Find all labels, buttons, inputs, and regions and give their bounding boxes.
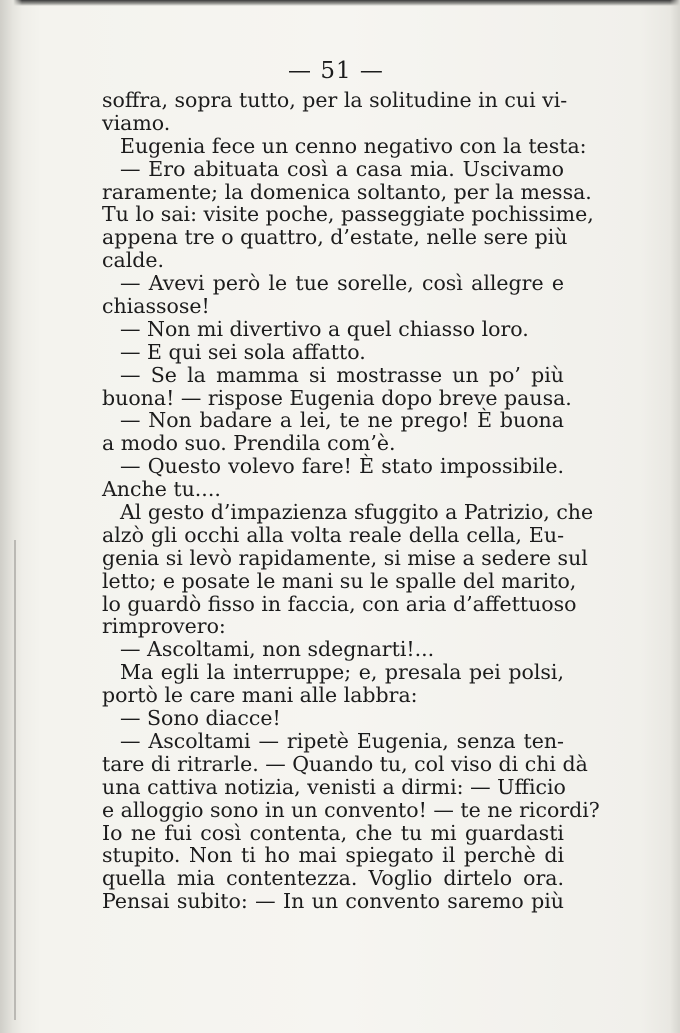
text-line: a modo suo. Prendila com’è. [102,431,396,456]
text-line: — Avevi però le tue sorelle, così allegre e [120,271,564,296]
text-line: raramente; la domenica soltanto, per la messa. [102,179,592,204]
page-gutter-shadow [0,0,22,1033]
text-line: Io ne fui così contenta, che tu mi guardasti [102,820,564,845]
text-line: chiassose! [102,294,210,319]
text-line: — Se la mamma si mostrasse un po’ più [120,362,564,387]
text-line: — E qui sei sola affatto. [120,339,366,364]
text-line: Ma egli la interruppe; e, presala pei polsi, [120,660,564,685]
text-line: Anche tu.... [102,477,221,502]
text-line: — Sono diacce! [120,706,281,731]
page-gutter-line [14,540,16,1020]
page-right-edge [670,0,680,1033]
text-line: tare di ritrarle. — Quando tu, col viso di chi dà [102,751,588,776]
text-line: rimprovero: [102,614,226,639]
text-line: viamo. [102,110,171,135]
text-line: calde. [102,248,165,273]
text-line: genia si levò rapidamente, si mise a sedere sul [102,545,588,570]
text-line: una cattiva notizia, venisti a dirmi: — Ufficio [102,774,566,799]
text-line: — Non mi divertivo a quel chiasso loro. [120,316,529,341]
text-line: appena tre o quattro, d’estate, nelle sere più [102,225,568,250]
text-line: alzò gli occhi alla volta reale della cella, Eu- [102,522,564,547]
text-line: — Questo volevo fare! È stato impossibile. [120,454,564,479]
text-line: stupito. Non ti ho mai spiegato il perchè di [102,843,564,868]
text-line: — Non badare a lei, te ne prego! È buona [120,408,564,433]
page-top-edge [0,0,680,6]
text-line: quella mia contentezza. Voglio dirtelo ora. [102,866,564,891]
text-line: — Ero abituata così a casa mia. Uscivamo [120,156,564,181]
text-line: letto; e posate le mani su le spalle del marito, [102,568,577,593]
text-line: Tu lo sai: visite poche, passeggiate pochissime, [102,202,594,227]
text-line: — Ascoltami — ripetè Eugenia, senza ten- [120,728,564,753]
text-line: buona! — rispose Eugenia dopo breve pausa. [102,385,572,410]
text-line: Pensai subito: — In un convento saremo più [102,889,564,914]
text-line: soffra, sopra tutto, per la solitudine in cui vi- [102,88,568,112]
text-line: lo guardò fisso in faccia, con aria d’affettuoso [102,591,577,616]
text-line: — Ascoltami, non sdegnarti!... [120,637,435,662]
text-line: e alloggio sono in un convento! — te ne ricordi? [102,797,600,822]
text-line: Al gesto d’impazienza sfuggito a Patrizio, che [120,500,594,525]
text-line: portò le care mani alle labbra: [102,683,418,708]
page-number: — 51 — [288,58,384,84]
text-line: Eugenia fece un cenno negativo con la testa: [120,133,587,158]
body-text [102,88,600,914]
